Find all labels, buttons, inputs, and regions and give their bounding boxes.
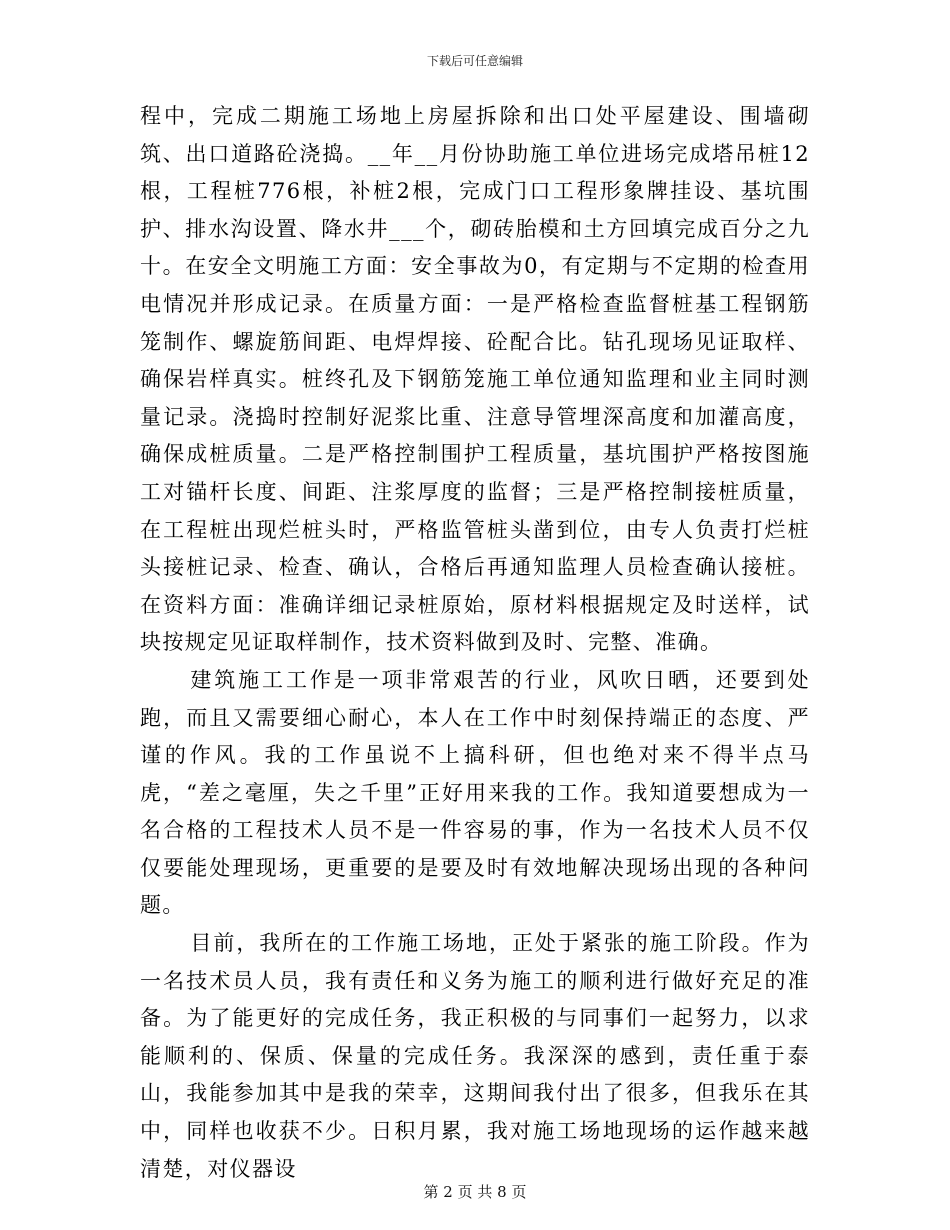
paragraph-1: 程中，完成二期施工场地上房屋拆除和出口处平屋建设、围墙砌筑、出口道路砼浇捣。__年__月份协助施工单位进场完成塔吊桩12根，工程桩776根，补桩2根，完成门口工程形象牌挂设、基坑围护、排水沟设置、降水井___个，砌砖胎模和土方回填完成百分之九十。在安全文明施工方面：安全事故为0，有定期与不定期的检查用电情况并形成记录。在质量方面：一是严格检查监督桩基工程钢筋笼制作、螺旋筋间距、电焊焊接、砼配合比。钻孔现场见证取样、确保岩样真实。桩终孔及下钢筋笼施工单位通知监理和业主同时测量记录。浇捣时控制好泥浆比重、注意导管埋深高度和加灌高度，确保成桩质量。二是严格控制围护工程质量，基坑围护严格按图施工对锚杆长度、间距、注浆厚度的监督；三是严格控制接桩质量，在工程桩出现烂桩头时，严格监管桩头凿到位，由专人负责打烂桩头接桩记录、检查、确认，合格后再通知监理人员检查确认接桩。在资料方面：准确详细记录桩原始，原材料根据规定及时送样，试块按规定见证取样制作，技术资料做到及时、完整、准确。 (140, 104, 810, 655)
document-body (140, 98, 810, 1188)
paragraph-3: 目前，我所在的工作施工场地，正处于紧张的施工阶段。作为一名技术员人员，我有责任和义务为施工的顺利进行做好充足的准备。为了能更好的完成任务，我正积极的与同事们一起努力，以求能顺利的、保质、保量的完成任务。我深深的感到，责任重于泰山，我能参加其中是我的荣幸，这期间我付出了很多，但我乐在其中，同样也收获不少。日积月累，我对施工场地现场的运作越来越清楚，对仪器设 (140, 931, 810, 1181)
paragraph-2: 建筑施工工作是一项非常艰苦的行业，风吹日晒，还要到处跑，而且又需要细心耐心，本人在工作中时刻保持端正的态度、严谨的作风。我的工作虽说不上搞科研，但也绝对来不得半点马虎，“差之毫厘，失之千里”正好用来我的工作。我知道要想成为一名合格的工程技术人员不是一件容易的事，作为一名技术人员不仅仅要能处理现场，更重要的是要及时有效地解决现场出现的各种问题。 (140, 667, 810, 918)
page-number-footer: 第 2 页 共 8 页 (423, 1183, 527, 1201)
page-header-note: 下载后可任意编辑 (426, 54, 523, 68)
